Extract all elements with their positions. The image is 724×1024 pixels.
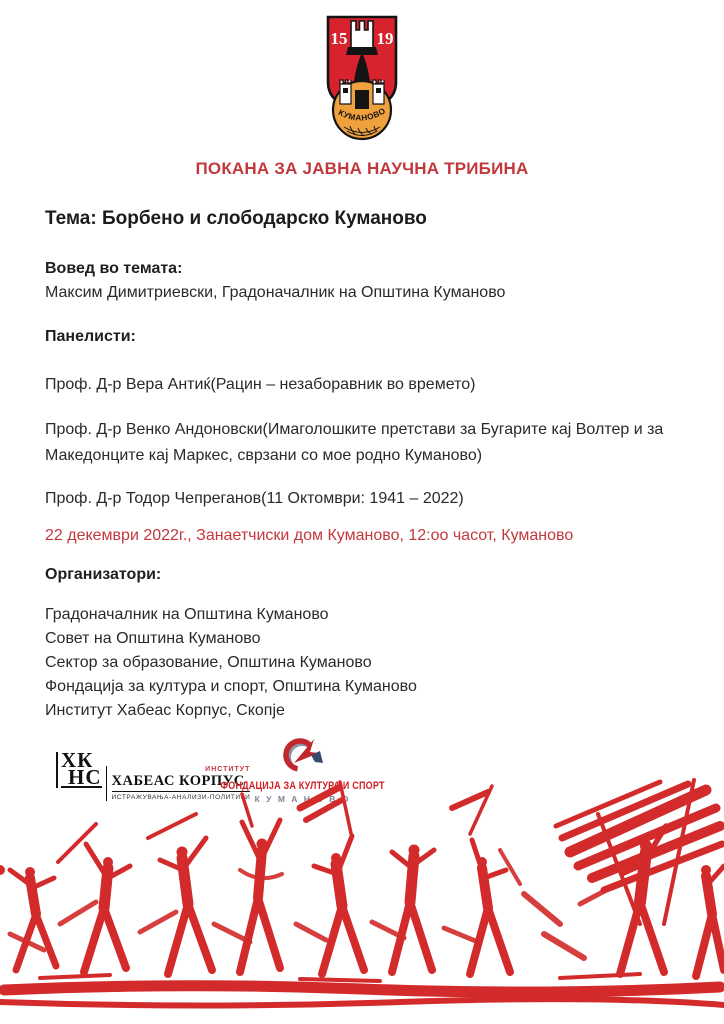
organizer-item: Фондација за култура и спорт, Општина Куманово [45,678,417,695]
crest-city-name: КУМАНОВО [336,106,388,123]
crest-year-right: 19 [376,29,394,48]
kumanovo-coat-of-arms-icon [322,14,402,142]
marcher-figure [10,867,56,970]
crest-container [0,0,724,142]
panelist-item: Проф. Д-р Тодор Чепреганов(11 Октомври: 1941 – 2022) [45,490,464,507]
marcher-figure [160,838,212,974]
foundation-city: К У М А Н О В О [254,794,351,804]
marcher-figure [240,820,280,972]
organizers-list [45,603,679,723]
panelists-heading: Панелисти: [45,328,136,345]
invitation-body [0,208,724,723]
event-details-line: 22 декември 2022г., Занаетчиски дом Куманово, 12:оо часот, Куманово [45,527,574,544]
panelist-item: Проф. Д-р Вера Антиќ(Рацин – незаборавник во времето) [45,376,476,393]
organizer-item: Градоначалник на Општина Куманово [45,606,329,623]
habeas-monogram-bottom: НС [61,769,102,788]
habeas-institute-label: ИНСТИТУТ [205,766,251,773]
organizers-heading: Организатори: [45,566,162,583]
habeas-monogram-top: ХК [61,748,94,772]
page-title: ПОКАНА ЗА ЈАВНА НАУЧНА ТРИБИНА [195,159,529,178]
foundation-name: ФОНДАЦИЈА ЗА КУЛТУРА И СПОРТ [220,778,385,792]
habeas-tagline: ИСТРАЖУВАЊА-АНАЛИЗИ-ПОЛИТИКИ [111,794,251,801]
organizer-item: Совет на Општина Куманово [45,630,261,647]
marcher-figure [314,836,364,974]
foundation-swoosh-arrow-icon [280,733,326,777]
organizer-item: Сектор за образование, Општина Куманово [45,654,372,671]
revolution-march-illustration [0,774,724,1024]
panelist-item: Проф. Д-р Венко Андоновски(Имаголошките претстави за Бугарите кај Волтер и за Македонците кај Маркес, сврзани со мое родно Куманово) [45,421,664,464]
habeas-name: ХАБЕАС КОРПУС [112,773,251,792]
intro-heading: Вовед во темата: [45,260,183,277]
intro-speaker: Максим Димитриевски, Градоначалник на Општина Куманово [45,284,506,301]
marcher-figure [392,845,434,973]
crest-year-left: 15 [330,29,348,48]
theme-line: Тема: Борбено и слободарско Куманово [45,208,427,229]
organizer-item: Институт Хабеас Корпус, Скопје [45,702,285,719]
